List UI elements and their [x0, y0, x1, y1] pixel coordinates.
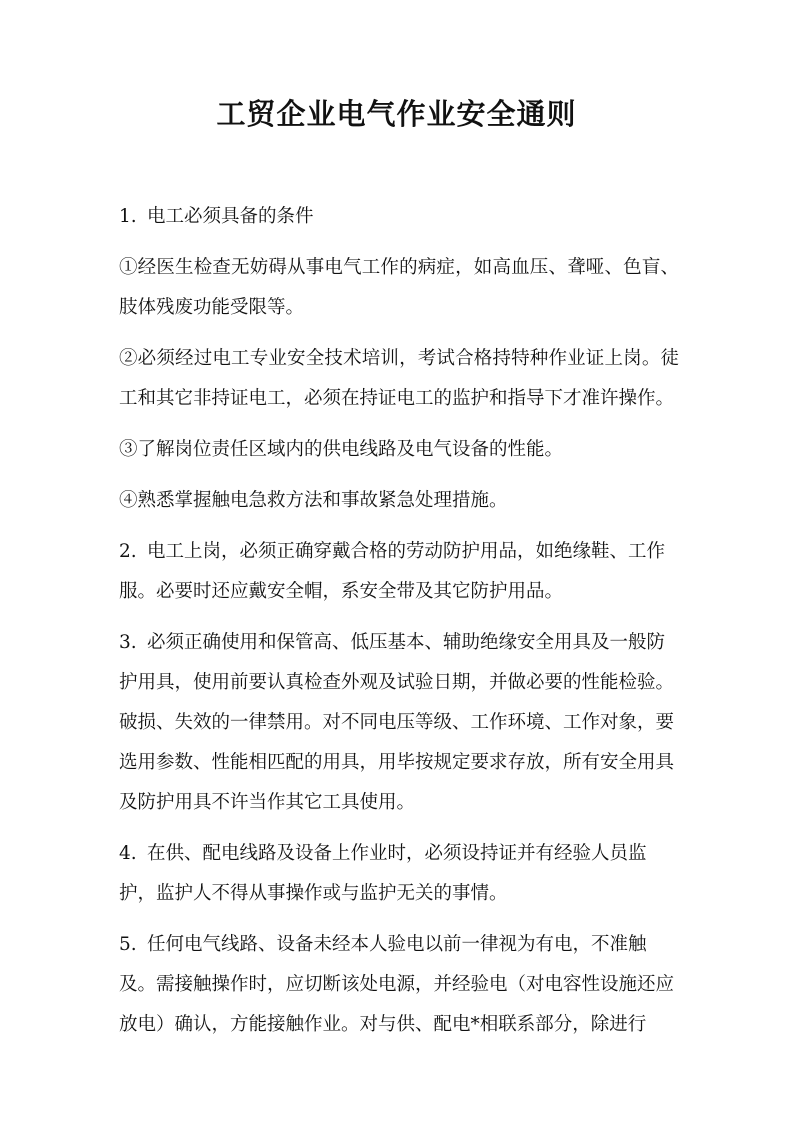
section-heading-text: 电工必须具备的条件 — [147, 206, 314, 227]
section-number: 3. — [119, 632, 137, 653]
condition-item-3: ③了解岗位责任区域内的供电线路及电气设备的性能。 — [119, 439, 564, 460]
condition-item-4: ④熟悉掌握触电急救方法和事故紧急处理措施。 — [119, 490, 508, 511]
section-1-heading — [119, 197, 679, 237]
condition-item-2: ②必须经过电工专业安全技术培训，考试合格持特种作业证上岗。徒工和其它非持证电工，必须在持证电工的监护和指导下才准许操作。 — [119, 348, 679, 409]
section-2 — [119, 532, 679, 612]
condition-item-1: ①经医生检查无妨碍从事电气工作的病症，如高血压、聋哑、色盲、肢体残废功能受限等。 — [119, 257, 679, 318]
document-body — [119, 197, 679, 1056]
section-number: 1. — [119, 206, 137, 227]
section-number: 5. — [119, 934, 137, 955]
section-number: 4. — [119, 843, 137, 864]
section-text: 任何电气线路、设备未经本人验电以前一律视为有电，不准触及。需接触操作时，应切断该处电源，并经验电（对电容性设施还应放电）确认，方能接触作业。对与供、配电*相联系部分，除进行 — [119, 934, 675, 1035]
section-number: 2. — [119, 541, 137, 562]
section-5 — [119, 925, 679, 1045]
section-text: 必须正确使用和保管高、低压基本、辅助绝缘安全用具及一般防护用具，使用前要认真检查外观及试验日期，并做必要的性能检验。破损、失效的一律禁用。对不同电压等级、工作环境、工作对象，要选用参数、性能相匹配的用具，用毕按规定要求存放，所有安全用具及防护用具不许当作其它工具使用。 — [119, 632, 675, 813]
section-3 — [119, 623, 679, 823]
section-text: 电工上岗，必须正确穿戴合格的劳动防护用品，如绝缘鞋、工作服。必要时还应戴安全帽，系安全带及其它防护用品。 — [119, 541, 666, 602]
document-title: 工贸企业电气作业安全通则 — [216, 97, 577, 131]
section-text: 在供、配电线路及设备上作业时，必须设持证并有经验人员监护，监护人不得从事操作或与监护无关的事情。 — [119, 843, 647, 904]
section-4 — [119, 834, 679, 914]
